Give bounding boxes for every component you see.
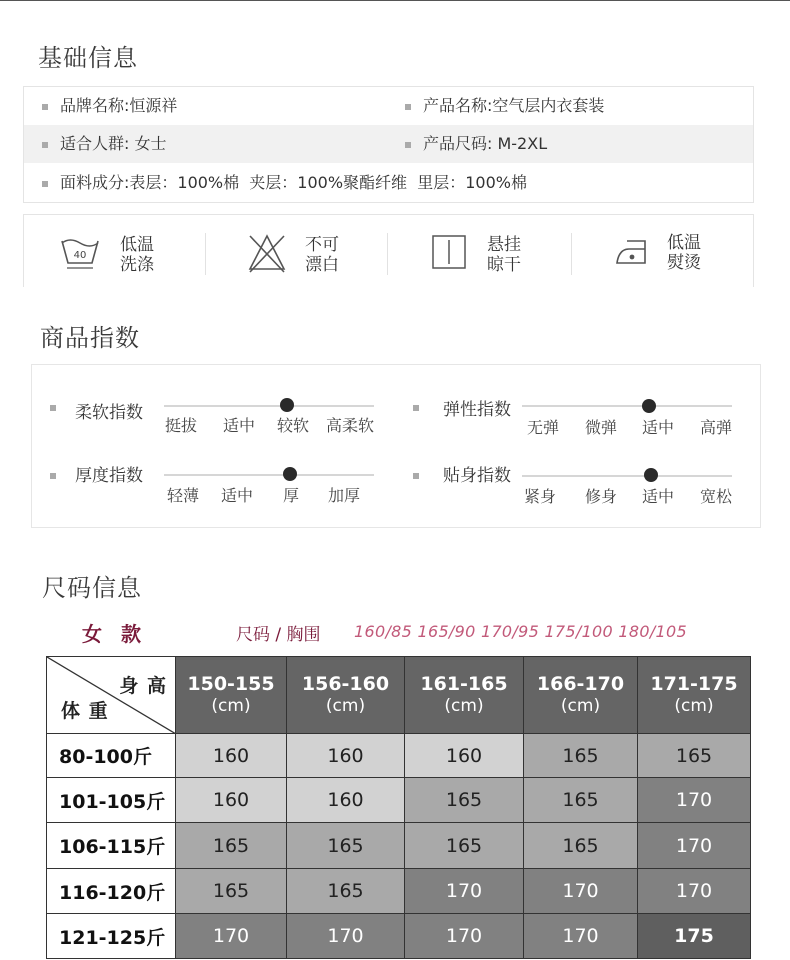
basic-row-3 [24,164,753,202]
thickness-marker [283,467,297,481]
fabric-cell [42,164,527,202]
table-header-row [47,657,751,734]
size-cell: 175 [638,914,751,959]
bullet-icon [42,181,48,187]
thickness-label: 厚度指数 [75,466,143,486]
softness-marker [280,398,294,412]
weight-cell: 101-105斤 [47,778,176,823]
bullet-icon [50,405,56,411]
basic-row-2 [24,125,753,163]
product-name: 产品名称:空气层内衣套装 [423,96,605,115]
bullet-icon [413,405,419,411]
weight-cell: 106-115斤 [47,823,176,869]
size-cell: 170 [287,914,405,959]
care-wash [59,215,209,287]
care-box [23,214,754,287]
size-cell: 160 [287,778,405,823]
size-cell: 160 [405,734,524,778]
low-iron-icon [613,235,653,271]
size-cell: 170 [405,869,524,914]
bullet-icon [42,142,48,148]
bullet-icon [405,104,411,110]
height-col-header: 150-155 (cm) [176,657,287,734]
elasticity-option: 高弹 [700,418,733,437]
size-cell: 160 [176,778,287,823]
softness-option: 较软 [277,416,310,435]
brand-name: 品牌名称:恒源祥 [60,96,178,115]
size-option: 180/105 [618,622,687,641]
size-bust-label: 尺码 / 胸围 [236,625,321,645]
table-row [47,734,751,778]
fit-track [522,475,732,477]
size-cell: 165 [524,823,638,869]
size-cell: 165 [405,778,524,823]
fit-option: 适中 [642,487,675,506]
care-divider [571,233,572,275]
elasticity-option: 适中 [642,418,675,437]
size-table [46,656,751,959]
care-wash-text: 低温 洗涤 [120,235,154,275]
care-iron [613,215,753,287]
height-col-header: 171-175 (cm) [638,657,751,734]
target-group-cell [42,125,166,163]
size-option: 170/95 [480,622,540,641]
size-cell: 170 [638,869,751,914]
care-bleach [246,215,396,287]
no-bleach-icon [246,232,288,274]
table-row [47,823,751,869]
elasticity-option: 微弹 [585,418,618,437]
care-bleach-text: 不可 漂白 [305,235,339,275]
height-col-header: 161-165 (cm) [405,657,524,734]
softness-label: 柔软指数 [75,403,143,423]
care-iron-text: 低温 熨烫 [667,233,701,273]
fabric-composition: 面料成分:表层：100%棉 夹层：100%聚酯纤维 里层：100%棉 [60,173,527,192]
basic-info-title: 基础信息 [38,44,138,72]
height-col-header: 156-160 (cm) [287,657,405,734]
bullet-icon [405,142,411,148]
size-cell: 170 [524,869,638,914]
care-divider [387,233,388,275]
size-option: 165/90 [417,622,476,641]
size-info-title: 尺码信息 [42,574,142,602]
svg-text:40: 40 [73,250,87,261]
softness-track [164,405,374,407]
size-cell: 165 [176,869,287,914]
table-row [47,914,751,959]
size-cell: 170 [638,823,751,869]
product-name-cell [405,87,604,125]
table-row [47,778,751,823]
softness-option: 适中 [223,416,256,435]
weight-cell: 80-100斤 [47,734,176,778]
softness-option: 挺拔 [165,416,198,435]
size-cell: 165 [405,823,524,869]
product-size: 产品尺码: M-2XL [423,134,548,153]
thickness-option: 厚 [283,486,300,505]
gender-label: 女 款 [82,622,147,646]
size-cell: 165 [287,869,405,914]
size-list [354,622,687,641]
brand-name-cell [42,87,177,125]
fit-label: 贴身指数 [443,466,511,486]
height-col-header: 166-170 (cm) [524,657,638,734]
bullet-icon [413,473,419,479]
care-dry [431,215,581,287]
size-cell: 165 [287,823,405,869]
thickness-option: 轻薄 [167,486,200,505]
size-cell: 170 [638,778,751,823]
size-cell: 170 [405,914,524,959]
size-cell: 165 [524,734,638,778]
fit-option: 修身 [585,487,618,506]
size-cell: 165 [638,734,751,778]
care-dry-text: 悬挂 晾干 [487,235,521,275]
fit-option: 紧身 [524,487,557,506]
thickness-track [164,474,374,476]
size-option: 160/85 [354,622,413,641]
fit-option: 宽松 [700,487,733,506]
corner-cell [47,657,176,734]
care-divider [205,233,206,275]
basic-row-1 [24,87,753,125]
size-cell: 170 [176,914,287,959]
elasticity-option: 无弹 [527,418,560,437]
size-cell: 165 [524,778,638,823]
weight-header: 体 重 [61,700,109,722]
wash-40-icon [59,233,101,273]
fit-marker [644,468,658,482]
product-index-box [31,364,761,528]
height-header: 身 高 [119,675,167,697]
hang-dry-icon [431,234,467,270]
basic-info-box [23,86,754,203]
product-index-title: 商品指数 [40,324,140,352]
elasticity-label: 弹性指数 [443,400,511,420]
size-cell: 170 [524,914,638,959]
product-size-cell [405,125,547,163]
weight-cell: 121-125斤 [47,914,176,959]
size-cell: 160 [287,734,405,778]
target-group: 适合人群: 女士 [60,134,167,153]
top-divider [0,0,790,1]
elasticity-marker [642,399,656,413]
elasticity-track [522,405,732,407]
thickness-option: 加厚 [328,486,361,505]
size-cell: 165 [176,823,287,869]
bullet-icon [42,104,48,110]
size-option: 175/100 [544,622,614,641]
thickness-option: 适中 [221,486,254,505]
softness-option: 高柔软 [326,416,375,435]
size-cell: 160 [176,734,287,778]
table-row [47,869,751,914]
weight-cell: 116-120斤 [47,869,176,914]
bullet-icon [50,473,56,479]
